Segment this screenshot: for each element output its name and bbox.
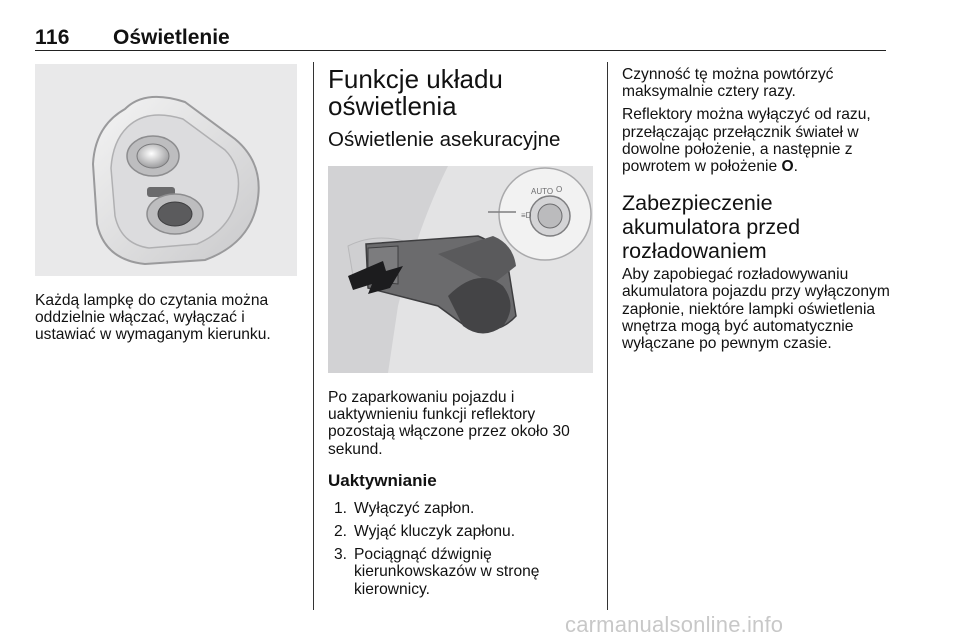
chapter-title: Oświetlenie [113,26,230,49]
step-text: Wyłączyć zapłon. [354,499,475,517]
activation-steps [328,500,594,598]
column-1 [35,292,300,344]
list-item [328,500,594,517]
list-item [328,546,594,598]
step-number: 3. [334,546,348,564]
activation-heading: Uaktywnianie [328,470,437,490]
step-text: Pociągnąć dźwignię kierunkowskazów w stronę kierownicy. [354,546,540,598]
switch-label-auto: AUTO [531,187,554,196]
page-header [35,24,886,51]
heading-line: akumulatora przed [622,215,801,240]
repeat-paragraph: Czynność tę można powtórzyć maksymalnie cztery razy. [622,66,834,101]
switch-label-lights: ≡D [521,211,532,220]
switch-off-end: . [793,158,798,176]
step-number: 2. [334,523,348,541]
column-2-body [328,389,594,604]
section-title [328,66,594,120]
subsection-title: Oświetlenie asekuracyjne [328,128,561,151]
column-2 [328,66,594,152]
section-title-line: oświetlenia [328,91,457,121]
column-divider [607,62,608,610]
column-divider [313,62,314,610]
lamp-caption: Każdą lampkę do czytania można oddzielnie włączać, wyłączać i ustawiać w wymaganym kierunku. [35,292,271,344]
list-item [328,523,594,540]
step-text: Wyjąć kluczyk zapłonu. [354,523,516,541]
reading-lamp-illustration [35,64,297,276]
heading-line: rozładowaniem [622,239,767,264]
battery-protection-heading [622,191,892,263]
watermark: carmanualsonline.info [565,612,784,637]
step-number: 1. [334,499,348,517]
page-number: 116 [35,26,70,49]
safety-light-paragraph: Po zaparkowaniu pojazdu i uaktywnieniu funkcji reflektory pozostają włączone przez około 30 sekund. [328,389,570,458]
switch-off-text: Reflektory można wyłączyć od razu, przełączając przełącznik świateł w dowolne położenie, a następnie z powrotem w położenie [622,106,871,176]
heading-line: Zabezpieczenie [622,191,773,216]
switch-off-paragraph [622,106,892,175]
turn-signal-stalk-illustration [328,166,593,373]
switch-label-off: O [556,185,563,194]
section-title-line: Funkcje układu [328,64,503,94]
off-position-symbol: O [781,158,794,176]
column-3 [622,66,892,352]
battery-protection-paragraph: Aby zapobiegać rozładowywaniu akumulatora pojazdu przy wyłączonym zapłonie, niektóre lampki oświetlenia wnętrza mogą być automatycznie wyłączane po pewnym czasie. [622,266,890,353]
